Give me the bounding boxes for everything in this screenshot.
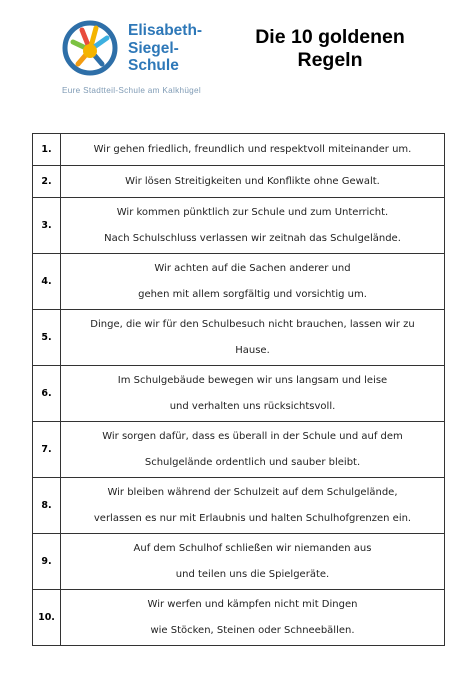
rule-number: 3. xyxy=(33,198,61,254)
school-tagline: Eure Stadtteil-Schule am Kalkhügel xyxy=(62,86,201,95)
rule-number: 8. xyxy=(33,478,61,534)
rule-text xyxy=(61,534,445,590)
rule-row xyxy=(33,590,445,646)
rule-line: Schulgelände ordentlich und sauber bleibt. xyxy=(144,456,361,468)
rule-row xyxy=(33,366,445,422)
rule-number: 4. xyxy=(33,254,61,310)
rule-line: Wir kommen pünktlich zur Schule und zum Unterricht. xyxy=(116,206,389,218)
rule-line: Wir sorgen dafür, dass es überall in der Schule und auf dem xyxy=(102,430,403,442)
school-name-line: Elisabeth- xyxy=(128,22,203,39)
rule-text xyxy=(61,254,445,310)
rule-line: verlassen es nur mit Erlaubnis und halten Schulhofgrenzen ein. xyxy=(93,512,412,524)
rule-text xyxy=(61,310,445,366)
rule-row xyxy=(33,166,445,198)
school-name-line: Siegel- xyxy=(128,39,179,57)
rule-line: Wir werfen und kämpfen nicht mit Dingen xyxy=(147,598,358,610)
rule-text xyxy=(61,422,445,478)
rule-line: wie Stöcken, Steinen oder Schneebällen. xyxy=(150,624,355,636)
rule-text xyxy=(61,166,445,198)
rule-line: Auf dem Schulhof schließen wir niemanden aus xyxy=(133,542,372,554)
rule-line: und verhalten uns rücksichtsvoll. xyxy=(169,400,336,412)
rule-row xyxy=(33,254,445,310)
rule-line: gehen mit allem sorgfältig und vorsichtig um. xyxy=(138,288,367,300)
rule-row xyxy=(33,478,445,534)
rule-line: Wir gehen friedlich, freundlich und respektvoll miteinander um. xyxy=(93,143,412,155)
rule-row xyxy=(33,310,445,366)
school-name xyxy=(128,22,202,75)
rule-number: 7. xyxy=(33,422,61,478)
rule-line: Dinge, die wir für den Schulbesuch nicht brauchen, lassen wir zu xyxy=(90,318,415,330)
rule-number: 10. xyxy=(33,590,61,646)
page-title xyxy=(228,26,432,72)
rule-text xyxy=(61,590,445,646)
page-header xyxy=(0,0,468,110)
rule-number: 5. xyxy=(33,310,61,366)
rule-line: Wir lösen Streitigkeiten und Konflikte ohne Gewalt. xyxy=(125,175,380,187)
rule-text xyxy=(61,198,445,254)
rule-text xyxy=(61,134,445,166)
rule-text xyxy=(61,478,445,534)
rule-row xyxy=(33,422,445,478)
school-logo-icon xyxy=(62,20,118,76)
rule-line: Im Schulgebäude bewegen wir uns langsam und leise xyxy=(117,374,388,386)
rule-row xyxy=(33,534,445,590)
rule-row xyxy=(33,134,445,166)
rules-table xyxy=(32,133,445,646)
title-line: Die 10 goldenen xyxy=(255,26,405,48)
rule-line: Nach Schulschluss verlassen wir zeitnah das Schulgelände. xyxy=(104,232,401,244)
rule-number: 1. xyxy=(33,134,61,166)
school-name-line: Schule xyxy=(128,57,179,74)
rule-row xyxy=(33,198,445,254)
rule-line: Wir bleiben während der Schulzeit auf dem Schulgelände, xyxy=(107,486,398,498)
rule-text xyxy=(61,366,445,422)
rule-number: 6. xyxy=(33,366,61,422)
rule-number: 2. xyxy=(33,166,61,198)
rule-line: Wir achten auf die Sachen anderer und xyxy=(154,262,351,274)
rule-line: und teilen uns die Spielgeräte. xyxy=(175,568,330,580)
title-line: Regeln xyxy=(297,49,363,71)
rule-line: Hause. xyxy=(235,344,270,356)
rule-number: 9. xyxy=(33,534,61,590)
